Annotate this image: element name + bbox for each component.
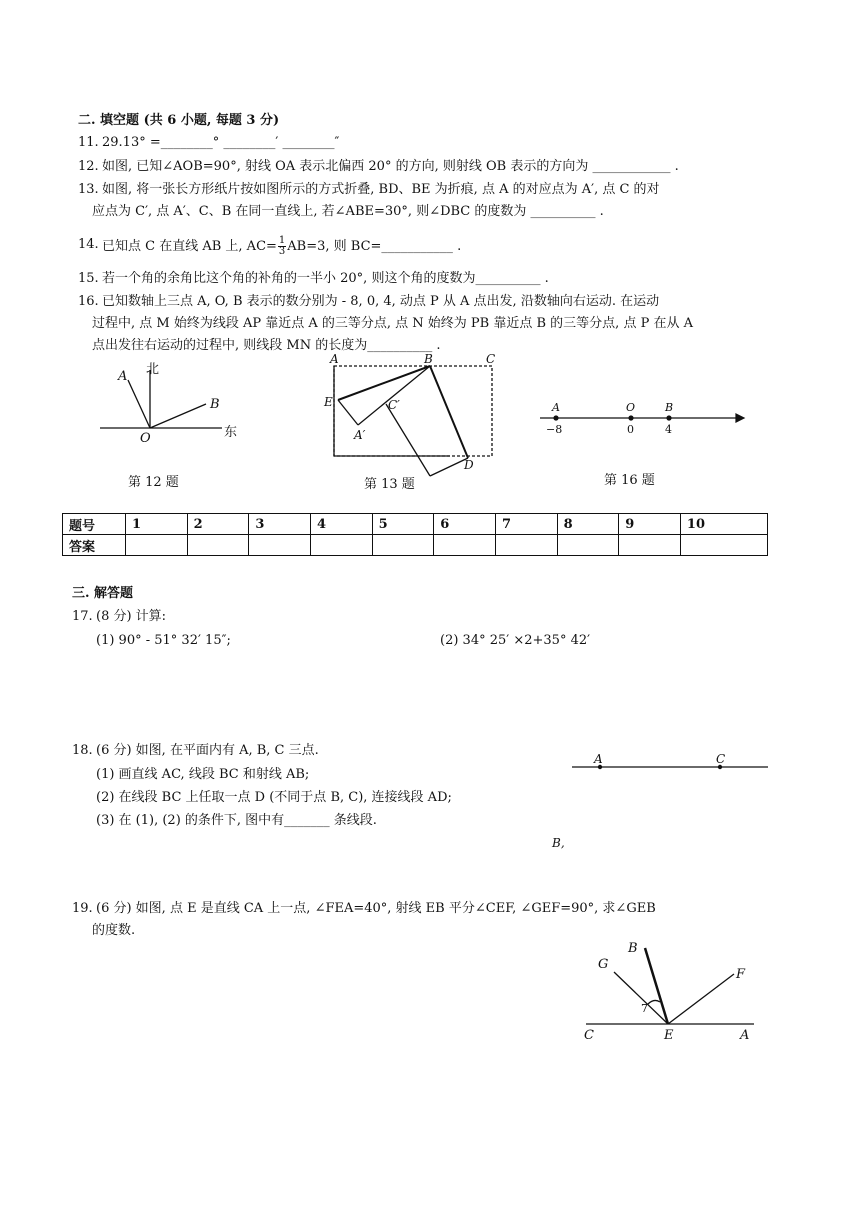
answer-table-number-3: 3 bbox=[249, 514, 311, 535]
answer-cell-7[interactable] bbox=[495, 535, 557, 556]
answer-cell-10[interactable] bbox=[680, 535, 767, 556]
answer-table-header-label: 题号 bbox=[63, 514, 126, 535]
fig13-label-E: E bbox=[324, 395, 333, 409]
q16-line1: 已知数轴上三点 A, O, B 表示的数分别为 - 8, 0, 4, 动点 P 从 A 点出发, 沿数轴向右运动. 在运动 bbox=[102, 294, 660, 309]
q17-number: 17. bbox=[72, 609, 93, 624]
section-3-title: 三. 解答题 bbox=[72, 586, 134, 601]
q19-label-A: A bbox=[740, 1028, 750, 1043]
fig13-seg-bottom-fold bbox=[430, 458, 468, 476]
q18-part2: (2) 在线段 BC 上任取一点 D (不同于点 B, C), 连接线段 AD; bbox=[96, 790, 452, 805]
q13-line1: 如图, 将一张长方形纸片按如图所示的方式折叠, BD、BE 为折痕, 点 A 的对应点为 A′, 点 C 的对 bbox=[102, 182, 660, 197]
answer-cell-1[interactable] bbox=[126, 535, 188, 556]
q18-part3: (3) 在 (1), (2) 的条件下, 图中有_______ 条线段. bbox=[96, 813, 377, 828]
fig16-tick-4: 4 bbox=[665, 423, 672, 436]
q14-fraction-numerator: 1 bbox=[278, 235, 286, 246]
fig13-seg-EA1 bbox=[338, 400, 358, 425]
fig12-ray-OB bbox=[150, 404, 206, 428]
fig12-ray-OA bbox=[128, 380, 150, 428]
q19-line1: (6 分) 如图, 点 E 是直线 CA 上一点, ∠FEA=40°, 射线 EB 平分∠CEF, ∠GEF=90°, 求∠GEB bbox=[96, 901, 656, 916]
q15-number: 15. bbox=[78, 271, 99, 286]
q15-text: 若一个角的余角比这个角的补角的一半小 20°, 则这个角的度数为__________ . bbox=[102, 271, 549, 286]
q19-angle-mark: 7 bbox=[641, 1002, 648, 1015]
answer-table-number-2: 2 bbox=[187, 514, 249, 535]
q11-text: 29.13° =________° ________′ ________″ bbox=[102, 135, 340, 150]
q19-label-F: F bbox=[736, 967, 746, 982]
fig16-tick-0: 0 bbox=[627, 423, 634, 436]
q14-text-pre: 已知点 C 在直线 AB 上, AC= bbox=[102, 239, 277, 254]
answer-cell-8[interactable] bbox=[557, 535, 619, 556]
answer-table-number-1: 1 bbox=[126, 514, 188, 535]
fig16-label-B: B bbox=[665, 401, 674, 414]
q11-number: 11. bbox=[78, 135, 99, 150]
q16-line3: 点出发往右运动的过程中, 则线段 MN 的长度为__________ . bbox=[92, 338, 441, 353]
answer-table-number-4: 4 bbox=[310, 514, 372, 535]
q13-line2: 应点为 C′, 点 A′、C、B 在同一直线上, 若∠ABE=30°, 则∠DBC 的度数为 __________ . bbox=[92, 204, 604, 219]
fig12-label-A: A bbox=[118, 369, 128, 384]
answer-table-number-10: 10 bbox=[680, 514, 767, 535]
fig13-label-C1: C′ bbox=[388, 398, 400, 412]
q19-number: 19. bbox=[72, 901, 93, 916]
q18-label-A: A bbox=[594, 752, 603, 766]
fig12-label-east: 东 bbox=[224, 425, 238, 440]
q19-label-E: E bbox=[664, 1028, 674, 1043]
fig13-label-A1: A′ bbox=[354, 428, 366, 442]
answer-table-number-5: 5 bbox=[372, 514, 434, 535]
q18-label-B: B, bbox=[552, 836, 565, 850]
fig16-number-line bbox=[540, 414, 744, 422]
section-2-title: 二. 填空题 (共 6 小题, 每题 3 分) bbox=[78, 113, 280, 128]
fig13-label-D: D bbox=[464, 458, 474, 472]
fig13-label-B: B bbox=[424, 352, 433, 366]
fig12-label-north: 北 bbox=[146, 362, 160, 377]
answer-cell-9[interactable] bbox=[619, 535, 681, 556]
q19-angle-arc bbox=[648, 1000, 660, 1004]
q16-number: 16. bbox=[78, 294, 99, 309]
answer-cell-4[interactable] bbox=[310, 535, 372, 556]
fig13-fold-BD bbox=[430, 366, 468, 458]
q19-label-G: G bbox=[598, 957, 609, 972]
q19-label-C: C bbox=[584, 1028, 594, 1043]
answer-table-number-7: 7 bbox=[495, 514, 557, 535]
fig16-arrow bbox=[736, 414, 744, 422]
fig16-caption: 第 16 题 bbox=[604, 473, 655, 488]
fig16-label-A: A bbox=[552, 401, 560, 414]
answer-table-answer-row bbox=[63, 535, 768, 556]
q17-part2: (2) 34° 25′ ×2+35° 42′ bbox=[440, 633, 591, 648]
q18-number: 18. bbox=[72, 743, 93, 758]
answer-table-header-row bbox=[63, 514, 768, 535]
answer-cell-5[interactable] bbox=[372, 535, 434, 556]
q16-line2: 过程中, 点 M 始终为线段 AP 靠近点 A 的三等分点, 点 N 始终为 PB 靠近点 B 的三等分点, 点 P 在从 A bbox=[92, 316, 693, 331]
answer-table-number-9: 9 bbox=[619, 514, 681, 535]
q18-part1: (1) 画直线 AC, 线段 BC 和射线 AB; bbox=[96, 767, 310, 782]
q14-number: 14. bbox=[78, 237, 99, 252]
fig13-seg-C1-left bbox=[386, 404, 430, 476]
q18-label-C: C bbox=[716, 752, 726, 766]
answer-cell-3[interactable] bbox=[249, 535, 311, 556]
q14-fraction-denominator: 3 bbox=[278, 246, 286, 257]
fig16-label-O: O bbox=[626, 401, 636, 414]
fig13-fold-BE bbox=[338, 366, 430, 400]
q19-ray-EF bbox=[668, 974, 734, 1024]
fig13-caption: 第 13 题 bbox=[364, 477, 415, 492]
answer-table-answer-label: 答案 bbox=[63, 535, 126, 556]
q17-text: (8 分) 计算: bbox=[96, 609, 167, 624]
fig13-label-A: A bbox=[330, 352, 339, 366]
answer-cell-2[interactable] bbox=[187, 535, 249, 556]
q19-diagram bbox=[586, 948, 754, 1024]
q12-number: 12. bbox=[78, 159, 99, 174]
fig12-caption: 第 12 题 bbox=[128, 475, 179, 490]
fig12-label-B: B bbox=[210, 397, 220, 412]
fig13-label-C: C bbox=[486, 352, 496, 366]
answer-table-number-8: 8 bbox=[557, 514, 619, 535]
q17-part1: (1) 90° - 51° 32′ 15″; bbox=[96, 633, 231, 648]
fig16-tick-neg8: −8 bbox=[546, 423, 563, 436]
answer-table-number-6: 6 bbox=[434, 514, 496, 535]
q12-text: 如图, 已知∠AOB=90°, 射线 OA 表示北偏西 20° 的方向, 则射线 OB 表示的方向为 ____________ . bbox=[102, 159, 679, 174]
q13-number: 13. bbox=[78, 182, 99, 197]
answer-table bbox=[62, 513, 768, 556]
q19-line2: 的度数. bbox=[92, 923, 136, 938]
q19-label-B: B bbox=[628, 941, 638, 956]
fig12-label-O: O bbox=[140, 431, 151, 446]
q14-text-post: AB=3, 则 BC=___________ . bbox=[287, 239, 462, 254]
q18-text: (6 分) 如图, 在平面内有 A, B, C 三点. bbox=[96, 743, 319, 758]
answer-cell-6[interactable] bbox=[434, 535, 496, 556]
